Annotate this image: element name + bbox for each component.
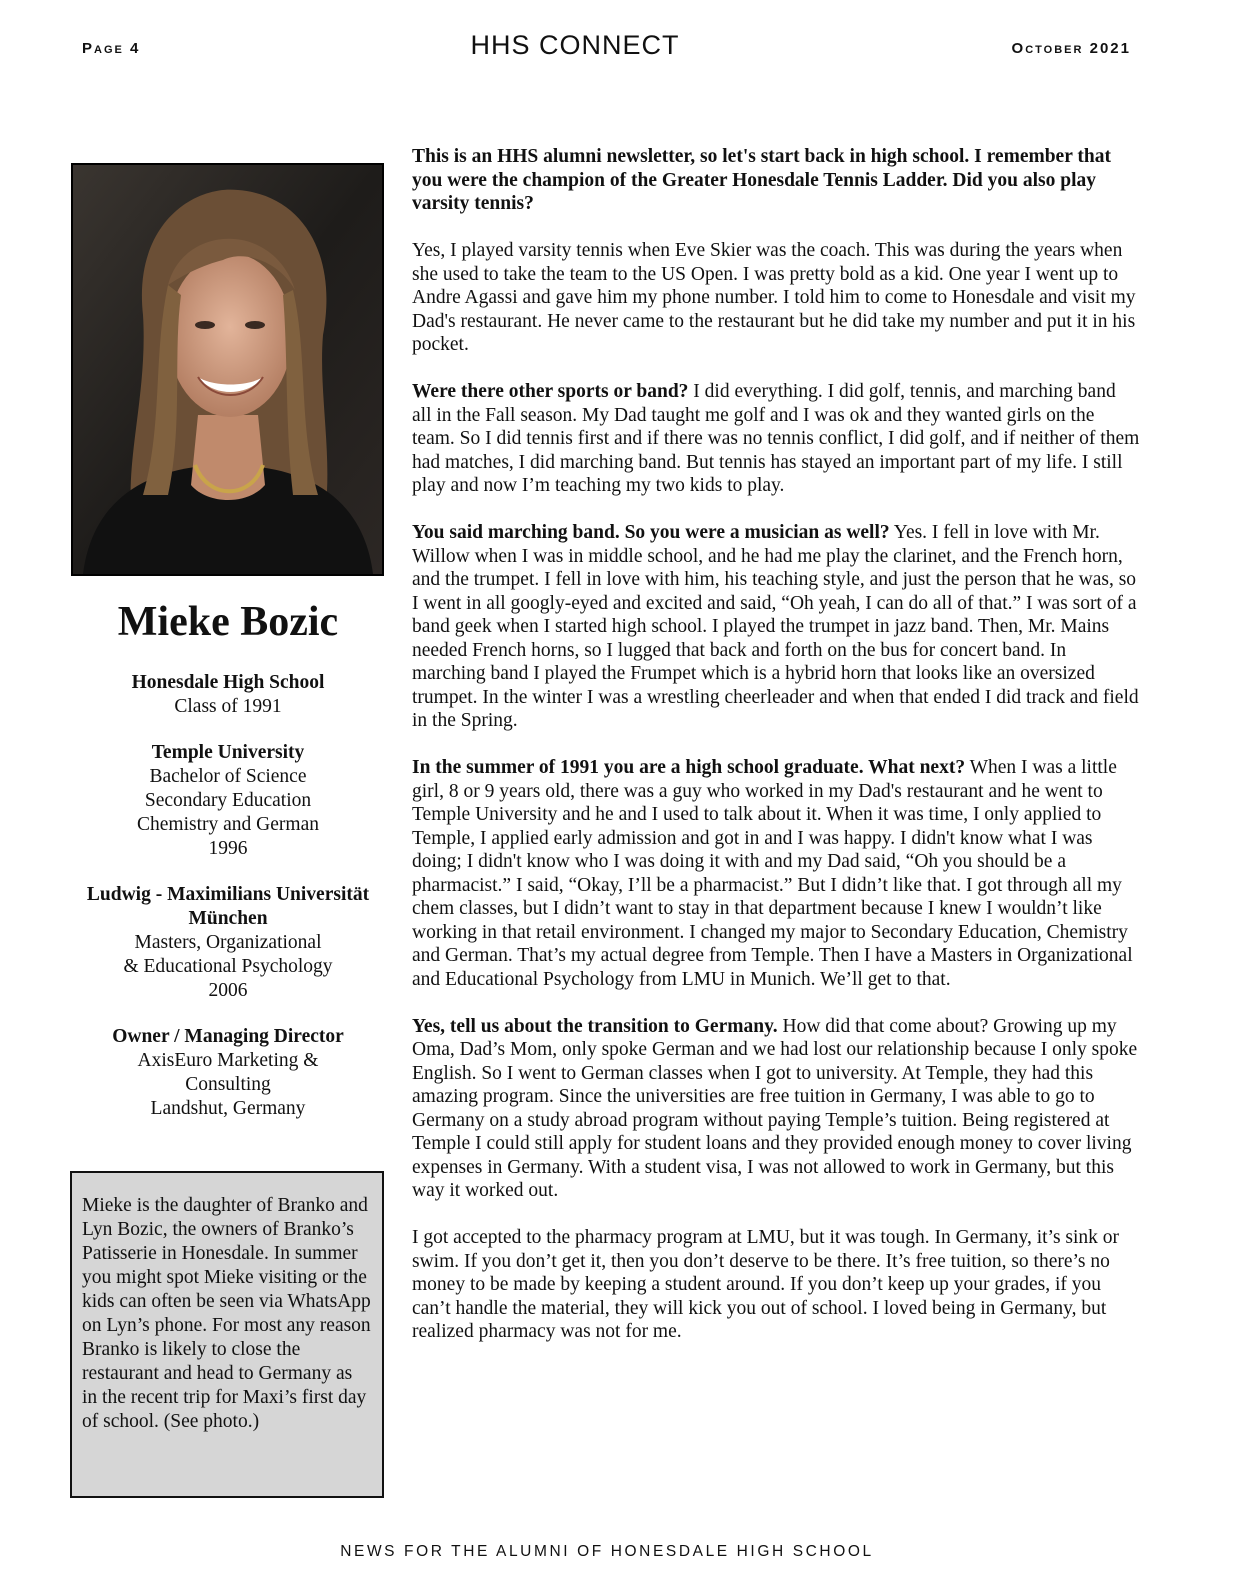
credential-occupation — [72, 1025, 384, 1121]
credential-line: Bachelor of Science — [149, 766, 307, 787]
interview-answer: I got accepted to the pharmacy program at LMU, but it was tough. In Germany, it’s sink or swim. If you don’t get it, then you don’t deserve to be there. It’s free tuition, so there’s no money to be made by keeping a student around. If you don’t keep up your grades, if you can’t handle the material, they will kick you out of school. I loved being in Germany, but realized pharmacy was not for me. — [412, 1227, 1120, 1342]
credentials-list — [72, 671, 384, 1143]
credential-title: Honesdale High School — [131, 672, 325, 693]
article-paragraph — [412, 1015, 1140, 1203]
interview-answer: Yes, I played varsity tennis when Eve Skier was the coach. This was during the years when she used to take the team to the US Open. I was pretty bold as a kid. One year I went up to Andre Agassi and gave him my phone number. I told him to come to Honesdale and visit my Dad's restaurant. He never came to the restaurant but he did take my number and put it in his pocket. — [412, 240, 1136, 355]
interview-answer: How did that come about? Growing up my Oma, Dad’s Mom, only spoke German and we had lost our relationship because I only spoke English. So I went to German classes when I got to university. At Temple, they had this amazing program. Since the universities are free tuition in Germany, I was able to go to Germany on a study abroad program without paying Temple’s tuition. Being registered at Temple I could still apply for student loans and they provided enough money to cover living expenses in Germany. With a student visa, I was not allowed to work in Germany, but this way it worked out. — [412, 1015, 1138, 1201]
credential-line: Landshut, Germany — [150, 1098, 306, 1119]
page-number: Page 4 — [82, 40, 141, 57]
credential-title: Owner / Managing Director — [112, 1026, 344, 1047]
portrait-photo — [71, 163, 384, 576]
interview-question: Were there other sports or band? — [412, 381, 689, 402]
family-note-text: Mieke is the daughter of Branko and Lyn Bozic, the owners of Branko’s Patisserie in Honesdale. In summer you might spot Mieke visiting or the kids can often be seen via WhatsApp on Lyn’s phone. For most any reason Branko is likely to close the restaurant and head to Germany as in the recent trip for Maxi’s first day of school. (See photo.) — [82, 1195, 371, 1432]
footer-tagline: NEWS FOR THE ALUMNI OF HONESDALE HIGH SCHOOL — [340, 1543, 874, 1560]
credential-line: & Educational Psychology — [123, 956, 333, 977]
interview-question: This is an HHS alumni newsletter, so let's start back in high school. I remember that you were the champion of the Greater Honesdale Tennis Ladder. Did you also play varsity tennis? — [412, 146, 1111, 214]
credential-line: Secondary Education — [144, 790, 312, 811]
credential-line: Chemistry and German — [137, 814, 319, 835]
credential-masters — [72, 883, 384, 1003]
interview-answer: I did everything. I did golf, tennis, and marching band all in the Fall season. My Dad taught me golf and I was ok and they wanted girls on the team. So I did tennis first and if there was no tennis conflict, I did golf, and if neither of them had matches, I did marching band. But tennis has stayed an important part of my life. I still play and now I’m teaching my two kids to play. — [412, 381, 1140, 496]
interview-question: You said marching band. So you were a musician as well? — [412, 522, 890, 543]
profile-name: Mieke Bozic — [117, 599, 339, 645]
credential-line: Class of 1991 — [174, 696, 282, 717]
credential-high-school — [72, 671, 384, 719]
article-paragraph — [412, 239, 1140, 357]
article-paragraph — [412, 1226, 1140, 1344]
credential-title: Ludwig - Maximilians Universität München — [86, 884, 370, 929]
interview-answer: Yes. I fell in love with Mr. Willow when I was in middle school, and he had me play the clarinet, and the French horn, and the trumpet. I fell in love with him, his teaching style, and just the person that he was, so I went in all googly-eyed and excited and said, “Oh yeah, I can do all of that.” I was sort of a band geek when I started high school. I played the trumpet in jazz band. Then, Mr. Mains needed French horns, so I lugged that back and forth on the bus for concert band. In marching band I played the Frumpet which is a hybrid horn that looks like an oversized trumpet. In the winter I was a wrestling cheerleader and when that ended I did track and field in the Spring. — [412, 522, 1139, 731]
article-paragraph — [412, 756, 1140, 991]
interview-question: Yes, tell us about the transition to Germany. — [412, 1015, 778, 1037]
credential-line: 1996 — [208, 838, 248, 859]
credential-line: 2006 — [208, 980, 248, 1001]
interview-answer: When I was a little girl, 8 or 9 years old, there was a guy who worked in my Dad's restaurant and he went to Temple University and he and I used to talk about it. When it was time, I only applied to Temple, I applied early admission and got in and I was happy. I didn't know what I was doing; I didn't know who I was doing it with and my Dad said, “Oh you should be a pharmacist.” I said, “Okay, I’ll be a pharmacist.” But I didn’t like that. I got through all my chem classes, but I didn’t want to stay in that department because I knew I wouldn’t like working in that retail environment. I changed my major to Secondary Education, Chemistry and German. That’s my actual degree from Temple. Then I have a Masters in Organizational and Educational Psychology from LMU in Munich. We’ll get to that. — [412, 757, 1133, 990]
issue-date: October 2021 — [1011, 40, 1131, 57]
article-paragraph — [412, 521, 1140, 733]
interview-article — [412, 145, 1140, 1367]
credential-university — [72, 741, 384, 861]
family-note-box — [70, 1171, 384, 1498]
newsletter-title: HHS CONNECT — [470, 30, 680, 60]
interview-question: In the summer of 1991 you are a high school graduate. What next? — [412, 757, 966, 778]
article-paragraph — [412, 380, 1140, 498]
credential-line: Masters, Organizational — [134, 932, 322, 953]
credential-line: AxisEuro Marketing & — [137, 1050, 319, 1071]
credential-title: Temple University — [151, 742, 305, 763]
article-paragraph — [412, 145, 1140, 216]
credential-line: Consulting — [185, 1074, 271, 1095]
